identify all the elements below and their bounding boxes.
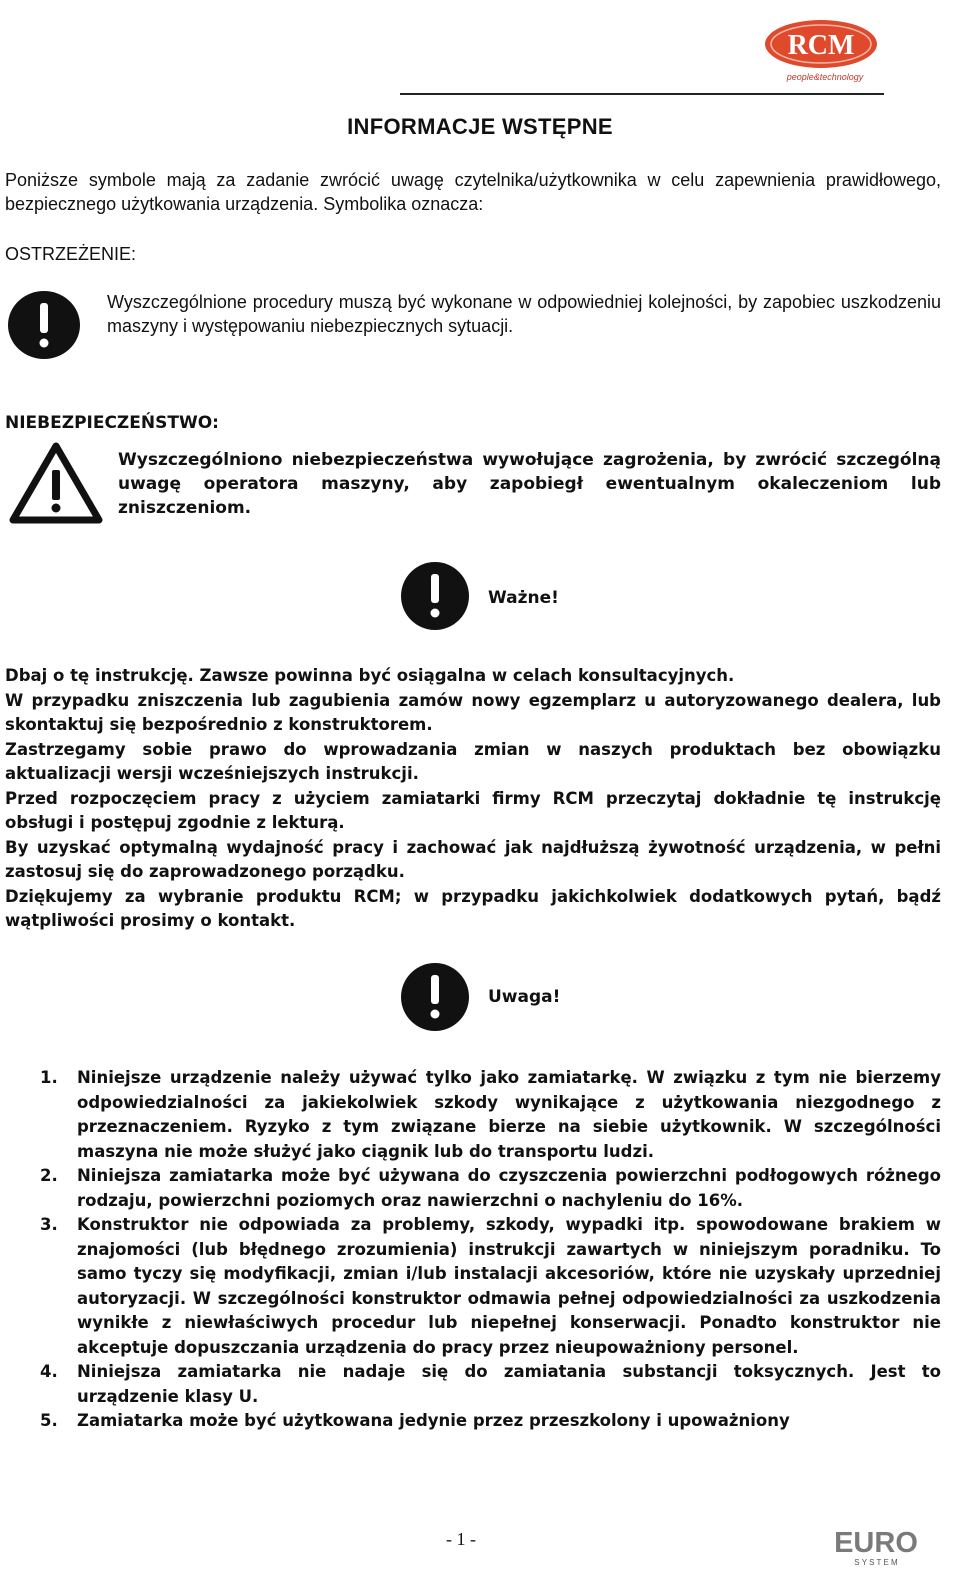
- list-text: Niniejsze urządzenie należy używać tylko jako zamiatarkę. W związku z tym nie bierzemy odpowiedzialności za jakiekolwiek szkody wynikające z użytkowania niezgodnego z przeznaczeniem. Ryzyko z tym związane bierze na siebie użytkownik. W szczególności maszyna nie może służyć jako ciągnik lub do transportu ludzi.: [77, 1068, 941, 1161]
- note-item: Dziękujemy za wybranie produktu RCM; w przypadku jakichkolwiek dodatkowych pytań, bądź wątpliwości prosimy o kontakt.: [5, 886, 941, 930]
- list-number: 2.: [40, 1166, 58, 1185]
- caution-label: Uwaga!: [488, 987, 561, 1007]
- rcm-logo: [763, 18, 881, 88]
- list-number: 1.: [40, 1068, 58, 1087]
- list-number: 5.: [40, 1411, 58, 1430]
- note-item: W przypadku zniszczenia lub zagubienia zamów nowy egzemplarz u autoryzowanego dealera, lub skontaktuj się bezpośrednio z konstruktorem.: [5, 690, 941, 734]
- list-item: [0, 1409, 941, 1434]
- exclamation-circle-icon: [400, 561, 470, 631]
- note-item: By uzyskać optymalną wydajność pracy i zachować jak najdłuższą żywotność urządzenia, w pełni zastosuj się do zaprowadzonego porządku.: [5, 837, 941, 881]
- warning-text: Wyszczególnione procedury muszą być wykonane w odpowiedniej kolejności, by zapobiec uszkodzeniu maszyny i występowaniu niebezpiecznych sytuacji.: [107, 292, 941, 336]
- danger-text: Wyszczególniono niebezpieczeństwa wywołujące zagrożenia, by zwrócić szczególną uwagę operatora maszyny, aby zapobiegł ewentualnym okaleczeniom lub zniszczeniom.: [118, 450, 941, 518]
- list-text: Konstruktor nie odpowiada za problemy, szkody, wypadki itp. spowodowane brakiem w znajomości (lub błędnego zrozumienia) instrukcji zawartych w niniejszym poradniku. To samo tyczy się modyfikacji, zmian i/lub instalacji akcesoriów, które nie uzyskały uprzedniej autoryzacji. W szczególności konstruktor odmawia pełnej odpowiedzialności za uszkodzenia wynikłe z niewłaściwych procedur lub niepełnej konserwacji. Ponadto konstruktor nie akceptuje dopuszczania urządzenia do pracy przez nieupoważniony personel.: [77, 1215, 941, 1357]
- list-item: [0, 1360, 941, 1409]
- page-title: INFORMACJE WSTĘPNE: [347, 114, 613, 139]
- list-item: [0, 1164, 941, 1213]
- list-number: 3.: [40, 1215, 58, 1234]
- warning-triangle-icon: [9, 442, 103, 524]
- euro-system-logo: [828, 1524, 924, 1568]
- list-item: [0, 1213, 941, 1360]
- logo-text: RCM: [787, 30, 855, 61]
- note-item: Przed rozpoczęciem pracy z użyciem zamiatarki firmy RCM przeczytaj dokładnie tę instrukcję obsługi i postępuj zgodnie z lekturą.: [5, 788, 941, 832]
- intro-paragraph: Poniższe symbole mają za zadanie zwrócić uwagę czytelnika/użytkownika w celu zapewnienia prawidłowego, bezpiecznego użytkowania urządzenia. Symbolika oznacza:: [5, 170, 941, 214]
- note-item: Dbaj o tę instrukcję. Zawsze powinna być osiągalna w celach konsultacyjnych.: [5, 666, 735, 685]
- note-item: Zastrzegamy sobie prawo do wprowadzania zmian w naszych produktach bez obowiązku aktualizacji wersji wcześniejszych instrukcji.: [5, 739, 941, 783]
- logo-tagline: people&technology: [786, 72, 864, 82]
- list-text: Zamiatarka może być użytkowana jedynie przez przeszkolony i upoważniony: [77, 1411, 790, 1430]
- list-number: 4.: [40, 1362, 58, 1381]
- list-text: Niniejsza zamiatarka nie nadaje się do zamiatania substancji toksycznych. Jest to urządzenie klasy U.: [77, 1362, 941, 1406]
- list-text: Niniejsza zamiatarka może być używana do czyszczenia powierzchni podłogowych różnego rodzaju, powierzchni poziomych oraz nawierzchni o nachyleniu do 16%.: [77, 1166, 941, 1210]
- exclamation-circle-icon: [400, 962, 470, 1032]
- list-item: [0, 1066, 941, 1164]
- notes-block: [5, 664, 941, 934]
- euro-logo-text: EURO: [834, 1527, 918, 1559]
- exclamation-circle-icon: [7, 290, 81, 360]
- warning-label: OSTRZEŻENIE:: [5, 244, 137, 264]
- rules-list: [0, 1066, 941, 1434]
- euro-logo-sub: S Y S T E M: [854, 1558, 898, 1567]
- page-number: - 1 -: [446, 1529, 476, 1549]
- danger-label: NIEBEZPIECZEŃSTWO:: [5, 413, 219, 433]
- important-label: Ważne!: [488, 588, 559, 608]
- header-rule: [400, 93, 884, 95]
